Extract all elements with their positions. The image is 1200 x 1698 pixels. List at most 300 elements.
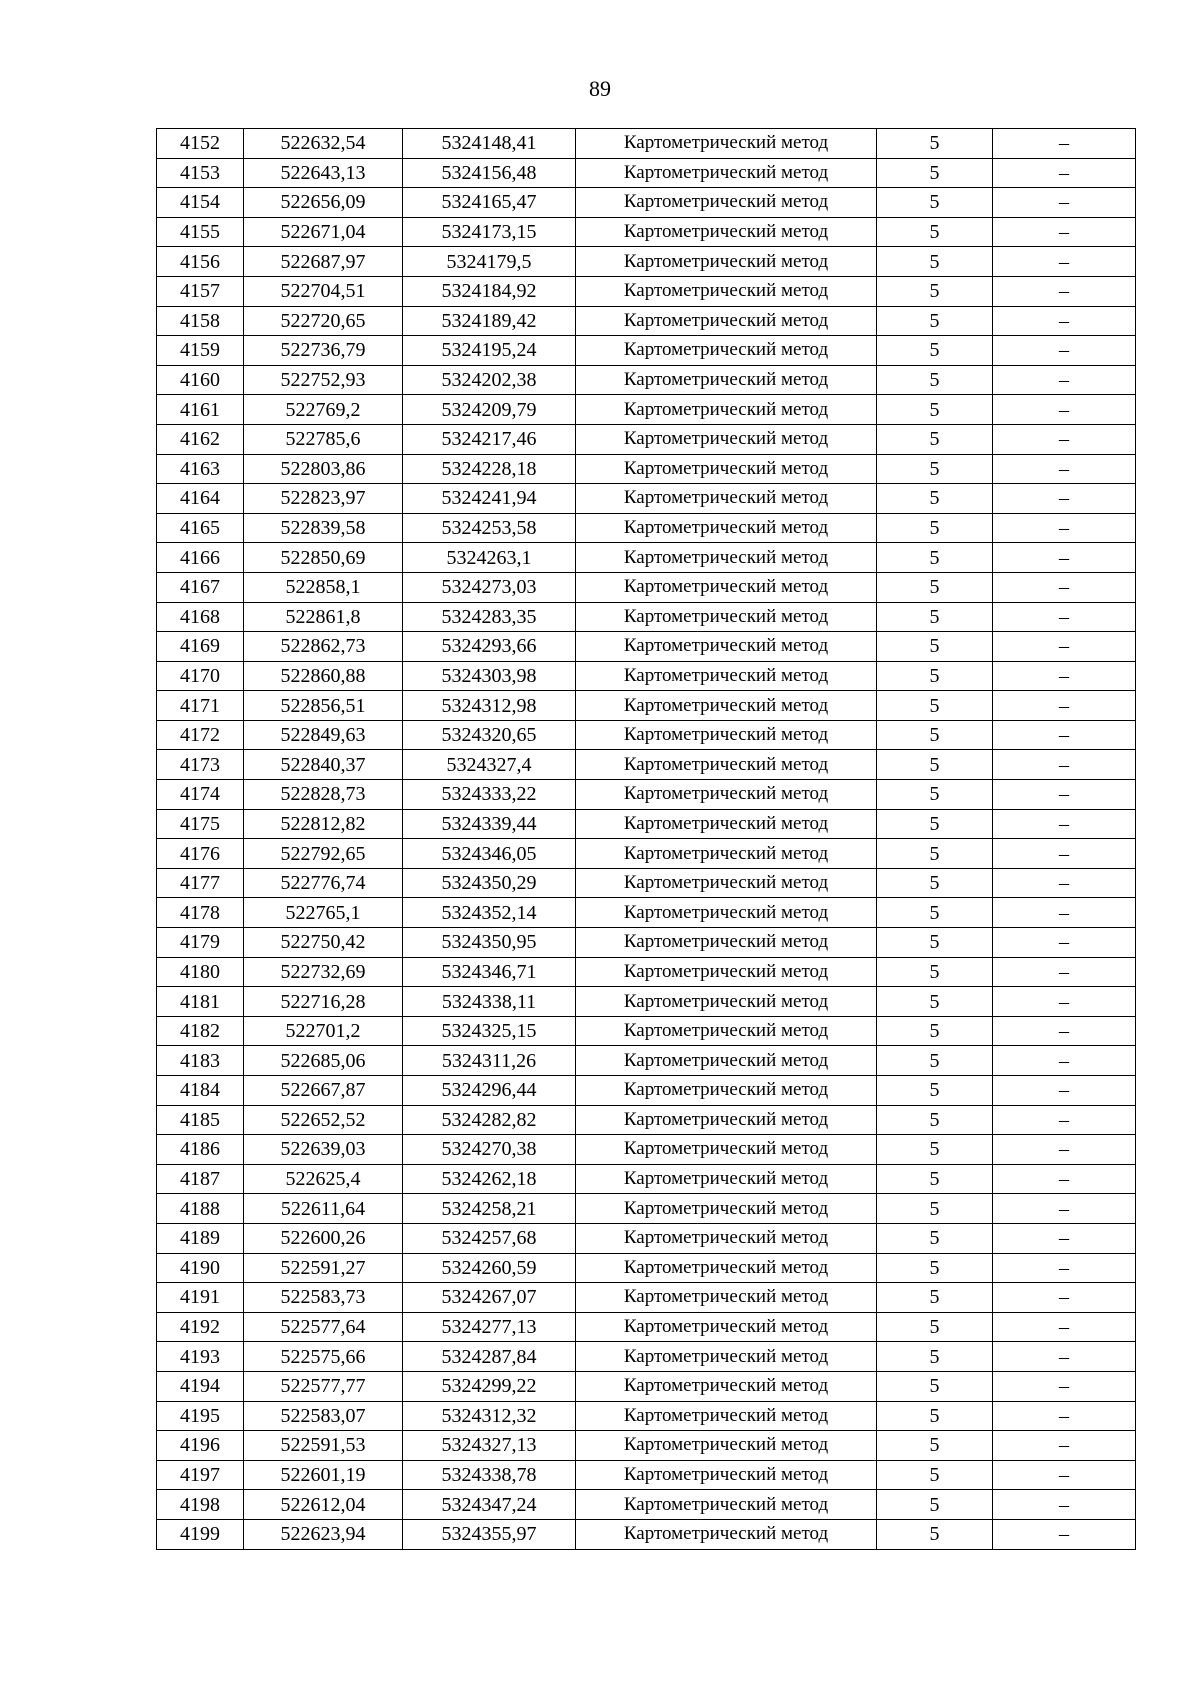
y-coordinate-cell: 5324156,48 [403,158,576,188]
precision-cell: 5 [877,898,993,928]
y-coordinate-cell: 5324296,44 [403,1076,576,1106]
precision-cell: 5 [877,987,993,1017]
precision-cell: 5 [877,188,993,218]
x-coordinate-cell: 522685,06 [244,1046,403,1076]
description-cell: – [993,1076,1136,1106]
method-cell: Картометрический метод [576,632,877,662]
y-coordinate-cell: 5324257,68 [403,1223,576,1253]
x-coordinate-cell: 522785,6 [244,424,403,454]
precision-cell: 5 [877,454,993,484]
x-coordinate-cell: 522623,94 [244,1519,403,1549]
table-row [157,839,1136,869]
point-number-cell: 4164 [157,484,244,514]
description-cell: – [993,454,1136,484]
precision-cell: 5 [877,1253,993,1283]
x-coordinate-cell: 522652,52 [244,1105,403,1135]
method-cell: Картометрический метод [576,780,877,810]
method-cell: Картометрический метод [576,1105,877,1135]
description-cell: – [993,957,1136,987]
method-cell: Картометрический метод [576,395,877,425]
y-coordinate-cell: 5324327,4 [403,750,576,780]
method-cell: Картометрический метод [576,217,877,247]
x-coordinate-cell: 522611,64 [244,1194,403,1224]
point-number-cell: 4193 [157,1342,244,1372]
y-coordinate-cell: 5324217,46 [403,424,576,454]
method-cell: Картометрический метод [576,1194,877,1224]
point-number-cell: 4155 [157,217,244,247]
table-row [157,780,1136,810]
point-number-cell: 4187 [157,1164,244,1194]
x-coordinate-cell: 522839,58 [244,513,403,543]
description-cell: – [993,632,1136,662]
x-coordinate-cell: 522667,87 [244,1076,403,1106]
description-cell: – [993,1046,1136,1076]
x-coordinate-cell: 522577,77 [244,1371,403,1401]
table-row [157,1076,1136,1106]
table-row [157,1312,1136,1342]
description-cell: – [993,1401,1136,1431]
y-coordinate-cell: 5324228,18 [403,454,576,484]
x-coordinate-cell: 522704,51 [244,276,403,306]
coordinates-table-body [157,129,1136,1550]
point-number-cell: 4168 [157,602,244,632]
point-number-cell: 4160 [157,365,244,395]
x-coordinate-cell: 522850,69 [244,543,403,573]
y-coordinate-cell: 5324303,98 [403,661,576,691]
method-cell: Картометрический метод [576,987,877,1017]
y-coordinate-cell: 5324277,13 [403,1312,576,1342]
point-number-cell: 4195 [157,1401,244,1431]
precision-cell: 5 [877,839,993,869]
table-row [157,632,1136,662]
table-row [157,1283,1136,1313]
method-cell: Картометрический метод [576,1135,877,1165]
method-cell: Картометрический метод [576,1046,877,1076]
x-coordinate-cell: 522577,64 [244,1312,403,1342]
table-row [157,188,1136,218]
precision-cell: 5 [877,1342,993,1372]
method-cell: Картометрический метод [576,1223,877,1253]
point-number-cell: 4158 [157,306,244,336]
description-cell: – [993,365,1136,395]
y-coordinate-cell: 5324258,21 [403,1194,576,1224]
table-row [157,1431,1136,1461]
point-number-cell: 4199 [157,1519,244,1549]
y-coordinate-cell: 5324339,44 [403,809,576,839]
description-cell: – [993,839,1136,869]
description-cell: – [993,1431,1136,1461]
y-coordinate-cell: 5324165,47 [403,188,576,218]
table-row [157,276,1136,306]
table-row [157,661,1136,691]
point-number-cell: 4178 [157,898,244,928]
y-coordinate-cell: 5324262,18 [403,1164,576,1194]
x-coordinate-cell: 522858,1 [244,572,403,602]
point-number-cell: 4156 [157,247,244,277]
point-number-cell: 4192 [157,1312,244,1342]
x-coordinate-cell: 522687,97 [244,247,403,277]
x-coordinate-cell: 522823,97 [244,484,403,514]
method-cell: Картометрический метод [576,454,877,484]
point-number-cell: 4161 [157,395,244,425]
method-cell: Картометрический метод [576,928,877,958]
precision-cell: 5 [877,365,993,395]
y-coordinate-cell: 5324287,84 [403,1342,576,1372]
point-number-cell: 4162 [157,424,244,454]
x-coordinate-cell: 522828,73 [244,780,403,810]
x-coordinate-cell: 522861,8 [244,602,403,632]
x-coordinate-cell: 522600,26 [244,1223,403,1253]
method-cell: Картометрический метод [576,1431,877,1461]
precision-cell: 5 [877,1431,993,1461]
y-coordinate-cell: 5324202,38 [403,365,576,395]
description-cell: – [993,1312,1136,1342]
precision-cell: 5 [877,484,993,514]
method-cell: Картометрический метод [576,1016,877,1046]
method-cell: Картометрический метод [576,661,877,691]
x-coordinate-cell: 522720,65 [244,306,403,336]
table-row [157,987,1136,1017]
method-cell: Картометрический метод [576,247,877,277]
method-cell: Картометрический метод [576,602,877,632]
point-number-cell: 4172 [157,720,244,750]
precision-cell: 5 [877,957,993,987]
table-row [157,395,1136,425]
table-row [157,602,1136,632]
y-coordinate-cell: 5324209,79 [403,395,576,425]
method-cell: Картометрический метод [576,1342,877,1372]
method-cell: Картометрический метод [576,750,877,780]
y-coordinate-cell: 5324148,41 [403,129,576,159]
x-coordinate-cell: 522803,86 [244,454,403,484]
method-cell: Картометрический метод [576,1519,877,1549]
y-coordinate-cell: 5324347,24 [403,1490,576,1520]
method-cell: Картометрический метод [576,513,877,543]
point-number-cell: 4191 [157,1283,244,1313]
x-coordinate-cell: 522656,09 [244,188,403,218]
x-coordinate-cell: 522643,13 [244,158,403,188]
y-coordinate-cell: 5324195,24 [403,336,576,366]
method-cell: Картометрический метод [576,957,877,987]
description-cell: – [993,424,1136,454]
x-coordinate-cell: 522632,54 [244,129,403,159]
description-cell: – [993,1460,1136,1490]
point-number-cell: 4170 [157,661,244,691]
point-number-cell: 4197 [157,1460,244,1490]
description-cell: – [993,1135,1136,1165]
precision-cell: 5 [877,336,993,366]
table-row [157,484,1136,514]
table-row [157,1342,1136,1372]
method-cell: Картометрический метод [576,188,877,218]
description-cell: – [993,543,1136,573]
x-coordinate-cell: 522575,66 [244,1342,403,1372]
point-number-cell: 4163 [157,454,244,484]
description-cell: – [993,1519,1136,1549]
precision-cell: 5 [877,750,993,780]
table-row [157,957,1136,987]
description-cell: – [993,1194,1136,1224]
description-cell: – [993,720,1136,750]
y-coordinate-cell: 5324352,14 [403,898,576,928]
table-row [157,1371,1136,1401]
description-cell: – [993,898,1136,928]
table-row [157,809,1136,839]
y-coordinate-cell: 5324179,5 [403,247,576,277]
method-cell: Картометрический метод [576,158,877,188]
x-coordinate-cell: 522625,4 [244,1164,403,1194]
precision-cell: 5 [877,632,993,662]
method-cell: Картометрический метод [576,1164,877,1194]
point-number-cell: 4166 [157,543,244,573]
table-row [157,158,1136,188]
precision-cell: 5 [877,572,993,602]
table-row [157,928,1136,958]
method-cell: Картометрический метод [576,691,877,721]
precision-cell: 5 [877,513,993,543]
y-coordinate-cell: 5324293,66 [403,632,576,662]
table-row [157,1046,1136,1076]
x-coordinate-cell: 522765,1 [244,898,403,928]
table-row [157,1105,1136,1135]
precision-cell: 5 [877,1283,993,1313]
x-coordinate-cell: 522849,63 [244,720,403,750]
y-coordinate-cell: 5324270,38 [403,1135,576,1165]
y-coordinate-cell: 5324333,22 [403,780,576,810]
table-row [157,306,1136,336]
y-coordinate-cell: 5324263,1 [403,543,576,573]
point-number-cell: 4174 [157,780,244,810]
x-coordinate-cell: 522583,73 [244,1283,403,1313]
table-row [157,1519,1136,1549]
x-coordinate-cell: 522583,07 [244,1401,403,1431]
point-number-cell: 4182 [157,1016,244,1046]
precision-cell: 5 [877,780,993,810]
method-cell: Картометрический метод [576,484,877,514]
point-number-cell: 4154 [157,188,244,218]
point-number-cell: 4198 [157,1490,244,1520]
y-coordinate-cell: 5324267,07 [403,1283,576,1313]
x-coordinate-cell: 522792,65 [244,839,403,869]
point-number-cell: 4188 [157,1194,244,1224]
table-row [157,572,1136,602]
point-number-cell: 4152 [157,129,244,159]
precision-cell: 5 [877,395,993,425]
x-coordinate-cell: 522840,37 [244,750,403,780]
precision-cell: 5 [877,1135,993,1165]
x-coordinate-cell: 522736,79 [244,336,403,366]
description-cell: – [993,306,1136,336]
y-coordinate-cell: 5324350,29 [403,868,576,898]
precision-cell: 5 [877,1460,993,1490]
table-row [157,543,1136,573]
point-number-cell: 4194 [157,1371,244,1401]
x-coordinate-cell: 522860,88 [244,661,403,691]
point-number-cell: 4183 [157,1046,244,1076]
description-cell: – [993,928,1136,958]
y-coordinate-cell: 5324260,59 [403,1253,576,1283]
y-coordinate-cell: 5324173,15 [403,217,576,247]
y-coordinate-cell: 5324283,35 [403,602,576,632]
method-cell: Картометрический метод [576,543,877,573]
point-number-cell: 4165 [157,513,244,543]
method-cell: Картометрический метод [576,129,877,159]
precision-cell: 5 [877,1164,993,1194]
table-row [157,365,1136,395]
table-row [157,1135,1136,1165]
table-row [157,720,1136,750]
precision-cell: 5 [877,1519,993,1549]
point-number-cell: 4190 [157,1253,244,1283]
point-number-cell: 4169 [157,632,244,662]
precision-cell: 5 [877,661,993,691]
x-coordinate-cell: 522591,53 [244,1431,403,1461]
method-cell: Картометрический метод [576,1253,877,1283]
precision-cell: 5 [877,158,993,188]
point-number-cell: 4184 [157,1076,244,1106]
precision-cell: 5 [877,217,993,247]
precision-cell: 5 [877,720,993,750]
method-cell: Картометрический метод [576,336,877,366]
precision-cell: 5 [877,691,993,721]
x-coordinate-cell: 522752,93 [244,365,403,395]
precision-cell: 5 [877,1076,993,1106]
description-cell: – [993,247,1136,277]
precision-cell: 5 [877,276,993,306]
y-coordinate-cell: 5324320,65 [403,720,576,750]
method-cell: Картометрический метод [576,1490,877,1520]
precision-cell: 5 [877,129,993,159]
method-cell: Картометрический метод [576,1312,877,1342]
precision-cell: 5 [877,543,993,573]
method-cell: Картометрический метод [576,868,877,898]
table-row [157,1016,1136,1046]
point-number-cell: 4186 [157,1135,244,1165]
precision-cell: 5 [877,1223,993,1253]
table-row [157,868,1136,898]
point-number-cell: 4167 [157,572,244,602]
x-coordinate-cell: 522776,74 [244,868,403,898]
table-row [157,217,1136,247]
y-coordinate-cell: 5324311,26 [403,1046,576,1076]
table-row [157,1164,1136,1194]
description-cell: – [993,809,1136,839]
method-cell: Картометрический метод [576,1460,877,1490]
y-coordinate-cell: 5324346,05 [403,839,576,869]
description-cell: – [993,987,1136,1017]
x-coordinate-cell: 522862,73 [244,632,403,662]
x-coordinate-cell: 522591,27 [244,1253,403,1283]
x-coordinate-cell: 522750,42 [244,928,403,958]
point-number-cell: 4159 [157,336,244,366]
table-row [157,1223,1136,1253]
y-coordinate-cell: 5324350,95 [403,928,576,958]
description-cell: – [993,1016,1136,1046]
y-coordinate-cell: 5324338,78 [403,1460,576,1490]
point-number-cell: 4171 [157,691,244,721]
description-cell: – [993,1164,1136,1194]
y-coordinate-cell: 5324355,97 [403,1519,576,1549]
description-cell: – [993,661,1136,691]
description-cell: – [993,602,1136,632]
point-number-cell: 4175 [157,809,244,839]
x-coordinate-cell: 522732,69 [244,957,403,987]
description-cell: – [993,1371,1136,1401]
y-coordinate-cell: 5324189,42 [403,306,576,336]
description-cell: – [993,1105,1136,1135]
point-number-cell: 4181 [157,987,244,1017]
description-cell: – [993,217,1136,247]
method-cell: Картометрический метод [576,306,877,336]
precision-cell: 5 [877,1312,993,1342]
x-coordinate-cell: 522769,2 [244,395,403,425]
precision-cell: 5 [877,1490,993,1520]
description-cell: – [993,1223,1136,1253]
table-row [157,336,1136,366]
point-number-cell: 4177 [157,868,244,898]
point-number-cell: 4196 [157,1431,244,1461]
method-cell: Картометрический метод [576,1076,877,1106]
page-number: 89 [589,76,611,101]
description-cell: – [993,336,1136,366]
table-row [157,247,1136,277]
method-cell: Картометрический метод [576,720,877,750]
method-cell: Картометрический метод [576,424,877,454]
table-row [157,454,1136,484]
table-row [157,898,1136,928]
point-number-cell: 4189 [157,1223,244,1253]
table-row [157,1490,1136,1520]
description-cell: – [993,395,1136,425]
method-cell: Картометрический метод [576,1283,877,1313]
precision-cell: 5 [877,306,993,336]
precision-cell: 5 [877,247,993,277]
y-coordinate-cell: 5324312,98 [403,691,576,721]
y-coordinate-cell: 5324299,22 [403,1371,576,1401]
method-cell: Картометрический метод [576,839,877,869]
table-row [157,1460,1136,1490]
x-coordinate-cell: 522639,03 [244,1135,403,1165]
table-row [157,1253,1136,1283]
precision-cell: 5 [877,1194,993,1224]
description-cell: – [993,1283,1136,1313]
description-cell: – [993,158,1136,188]
table-row [157,750,1136,780]
x-coordinate-cell: 522601,19 [244,1460,403,1490]
description-cell: – [993,1342,1136,1372]
description-cell: – [993,513,1136,543]
coordinates-table [156,128,1136,1550]
method-cell: Картометрический метод [576,1371,877,1401]
point-number-cell: 4157 [157,276,244,306]
description-cell: – [993,1253,1136,1283]
method-cell: Картометрический метод [576,572,877,602]
x-coordinate-cell: 522612,04 [244,1490,403,1520]
y-coordinate-cell: 5324346,71 [403,957,576,987]
y-coordinate-cell: 5324282,82 [403,1105,576,1135]
method-cell: Картометрический метод [576,276,877,306]
point-number-cell: 4153 [157,158,244,188]
x-coordinate-cell: 522701,2 [244,1016,403,1046]
precision-cell: 5 [877,809,993,839]
x-coordinate-cell: 522716,28 [244,987,403,1017]
description-cell: – [993,276,1136,306]
y-coordinate-cell: 5324253,58 [403,513,576,543]
precision-cell: 5 [877,424,993,454]
precision-cell: 5 [877,602,993,632]
description-cell: – [993,868,1136,898]
precision-cell: 5 [877,928,993,958]
